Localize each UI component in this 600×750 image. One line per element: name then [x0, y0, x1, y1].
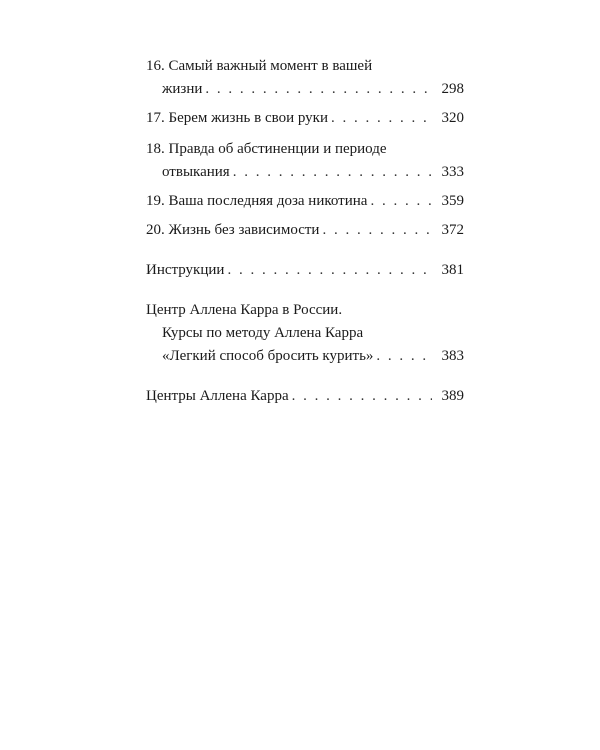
leader-dots	[205, 81, 432, 98]
leader-dots	[322, 222, 432, 239]
page-number: 359	[441, 193, 464, 209]
page-number: 381	[441, 262, 464, 278]
table-of-contents	[146, 58, 464, 411]
page-number: 383	[441, 348, 464, 364]
toc-entry-title-cont: «Легкий способ бросить курить»	[162, 348, 374, 364]
leader-dots	[233, 164, 432, 181]
toc-entry-title-cont: отвыкания	[162, 164, 230, 180]
page-number: 372	[441, 222, 464, 238]
toc-entry-title: 20. Жизнь без зависимости	[146, 222, 320, 238]
page-number: 320	[441, 110, 464, 126]
toc-entry-russia-center	[146, 302, 464, 371]
leader-dots	[376, 348, 432, 365]
leader-dots	[292, 388, 432, 405]
toc-entry-title-cont: жизни	[162, 81, 203, 97]
toc-entry-instructions	[146, 262, 464, 285]
toc-entry-title: 17. Берем жизнь в свои руки	[146, 110, 328, 126]
toc-entry-title: Центры Аллена Карра	[146, 388, 289, 404]
toc-entry-16	[146, 58, 464, 104]
page-number: 389	[441, 388, 464, 404]
toc-entry-title-cont: Курсы по методу Аллена Карра	[162, 325, 364, 341]
toc-entry-19	[146, 193, 464, 216]
leader-dots	[331, 110, 432, 127]
toc-entry-20	[146, 222, 464, 245]
toc-entry-title: 16. Самый важный момент в вашей	[146, 58, 373, 74]
leader-dots	[370, 193, 432, 210]
toc-entry-17	[146, 110, 464, 133]
toc-entry-18	[146, 141, 464, 187]
toc-entry-title: Центр Аллена Карра в России.	[146, 302, 343, 318]
page-number: 333	[441, 164, 464, 180]
leader-dots	[227, 262, 432, 279]
page-number: 298	[441, 81, 464, 97]
toc-entry-title: Инструкции	[146, 262, 225, 278]
toc-entry-centers	[146, 388, 464, 411]
toc-entry-title: 19. Ваша последняя доза никотина	[146, 193, 368, 209]
toc-entry-title: 18. Правда об абстиненции и периоде	[146, 141, 387, 157]
